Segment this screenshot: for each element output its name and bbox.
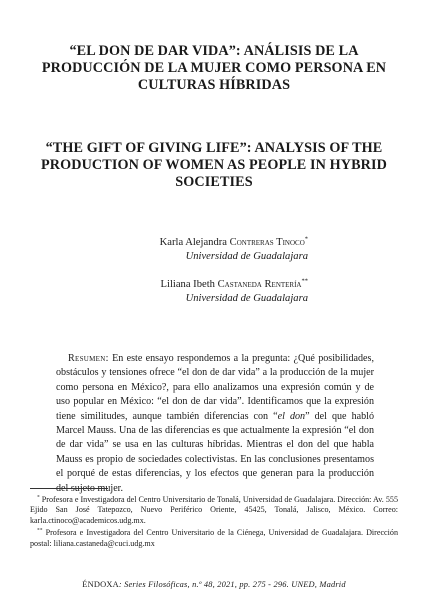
abstract-label: Resumen: bbox=[68, 353, 109, 364]
author-1 bbox=[160, 236, 308, 264]
author-2-surname: Castaneda Rentería bbox=[217, 279, 302, 290]
title-spanish: “EL DON DE DAR VIDA”: ANÁLISIS DE LA PRODUCCIÓN DE LA MUJER COMO PERSONA EN CULTURAS HÍBRIDAS bbox=[41, 43, 387, 93]
abstract bbox=[56, 352, 374, 496]
footnote-1 bbox=[30, 495, 398, 526]
author-1-surname: Contreras Tinoco bbox=[229, 237, 305, 248]
author-1-given-name: Karla Alejandra bbox=[159, 237, 230, 248]
footnote-2-mark: ** bbox=[37, 527, 43, 534]
abstract-text-part-1: En este ensayo respondemos a la pregunta: ¿Qué posibilidades, obstáculos y tensiones ofrece “el don de dar vida” a la producción de la mujer como persona en México?, para ello analizamos una expresión común y de uso popular en México: “el don de dar vida”. Identificamos que la expresión tiene similitudes, aunque también diferencias con “ bbox=[56, 353, 374, 422]
running-footer bbox=[30, 580, 398, 589]
author-2-given-name: Liliana Ibeth bbox=[160, 279, 218, 290]
journal-name: ÉNDOXA bbox=[82, 580, 119, 589]
author-2-affiliation: Universidad de Guadalajara bbox=[185, 293, 308, 304]
footnotes bbox=[30, 495, 398, 551]
abstract-text-part-2: ” del que habló Marcel Mauss. Una de las diferencias es que actualmente la expresión “el don de dar vida” se usa en las culturas híbridas. Mientras el don del que habla Mauss es propio de sociedades colectivistas. En las conclusiones presentamos el porqué de estas diferencias, y los efectos que generan para la producción del sujeto mujer. bbox=[56, 410, 374, 494]
footnote-separator bbox=[30, 488, 108, 489]
author-1-footnote-mark[interactable]: * bbox=[304, 235, 308, 243]
footnote-2-text: Profesora e Investigadora del Centro Universitario de la Ciénega, Universidad de Guadalajara. Dirección postal: liliana.castaneda@cuci.udg.mx bbox=[30, 528, 398, 548]
author-2 bbox=[161, 278, 308, 306]
title-english: “THE GIFT OF GIVING LIFE”: ANALYSIS OF THE PRODUCTION OF WOMEN AS PEOPLE IN HYBRID SOCIETIES bbox=[40, 140, 387, 190]
footnote-1-mark: * bbox=[37, 494, 40, 501]
footnote-1-text: Profesora e Investigadora del Centro Universitario de Tonalá, Universidad de Guadalajara. Dirección: Av. 555 Ejido San José Tatepozco, Nuevo Periférico Oriente, 45425, Tonalá, Jalisco, México. Correo: karla.ctinoco@academicos.udg.mx. bbox=[30, 495, 398, 525]
abstract-italic-term: el don bbox=[277, 410, 306, 422]
author-1-affiliation: Universidad de Guadalajara bbox=[185, 251, 308, 262]
author-2-footnote-mark[interactable]: ** bbox=[301, 277, 308, 285]
journal-citation: : Series Filosóficas, n.º 48, 2021, pp. 275 - 296. UNED, Madrid bbox=[118, 580, 346, 589]
footnote-2 bbox=[30, 528, 398, 549]
